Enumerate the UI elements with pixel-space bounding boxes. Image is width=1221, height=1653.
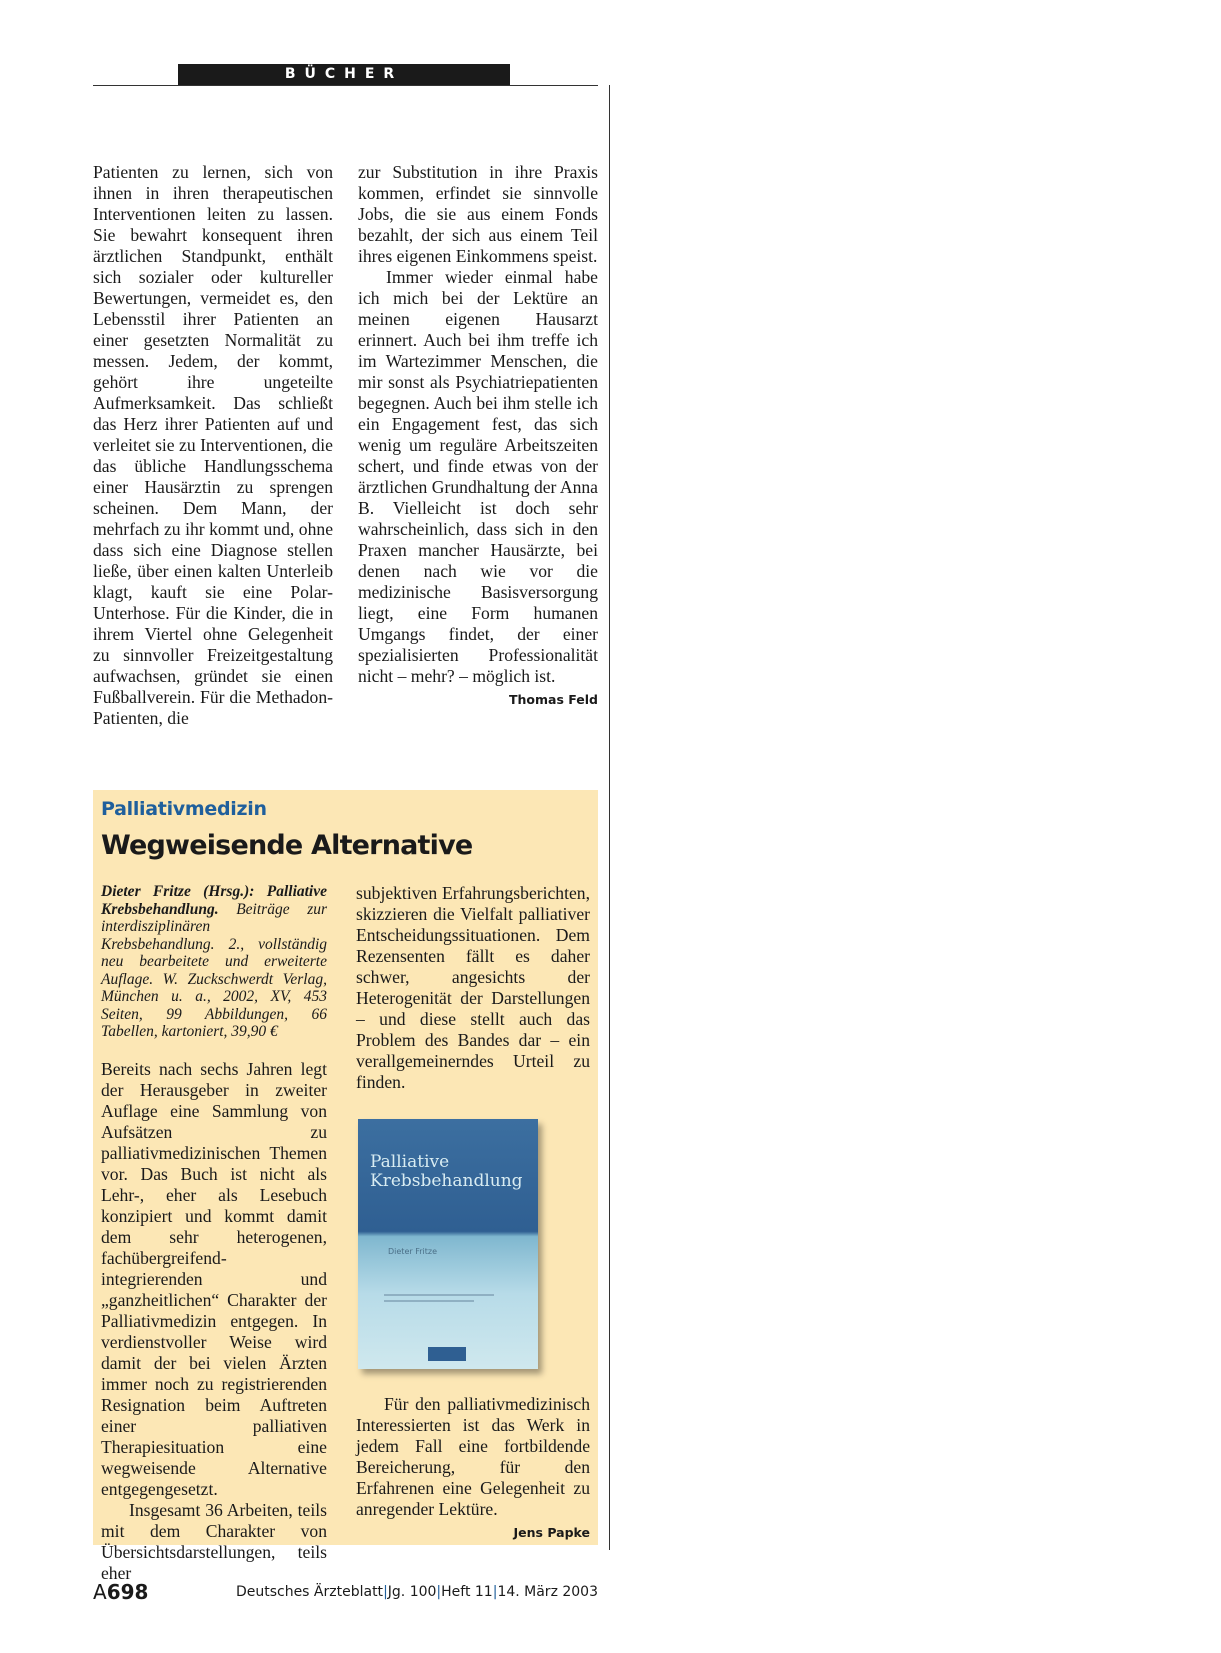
page-number: A698 [93,1580,149,1604]
review-headline: Wegweisende Alternative [101,830,473,861]
article-column-1 [93,162,333,729]
cover-title: Palliative Krebsbehandlung [370,1152,523,1191]
review-text: subjektiven Erfahrungsberichten, skizzieren die Vielfalt palliativer Entscheidungssituationen. Dem Rezensenten fällt es daher schwer, angesichts der Heterogenität der Darstellungen – und diese stellt auch das Problem des Bandes dar – ein verallgemeinerndes Urteil zu finden. [356,883,590,1092]
article-text: Immer wieder einmal habe ich mich bei der Lektüre an meinen eigenen Hausarzt erinnert. Auch bei ihm treffe ich im Wartezimmer Menschen, die mir sonst als Psychiatriepatienten begegnen. Auch bei ihm stelle ich ein Engagement fest, das sich wenig um reguläre Arbeitszeiten schert, und finde etwas von der ärztlichen Grundhaltung der Anna B. Vielleicht ist doch sehr wahrscheinlich, dass sich in den Praxen mancher Hausärzte, bei denen nach wie vor die medizinische Basisversorgung liegt, eine Form humanen Umgangs findet, der einer spezialisierten Professionalität nicht – mehr? – möglich ist. Thomas Feld [358,267,598,687]
article-text: Patienten zu lernen, sich von ihnen in ihren therapeutischen Interventionen leiten zu lassen. Sie bewahrt konsequent ihren ärztlichen Standpunkt, enthält sich sozialer oder kultureller Bewertungen, vermeidet es, den Lebensstil ihrer Patienten an einer gesetzten Normalität zu messen. Jedem, der kommt, gehört ihre ungeteilte Aufmerksamkeit. Das schließt das Herz ihrer Patienten auf und verleitet sie zu Interventionen, die das übliche Handlungsschema einer Hausärztin zu sprengen scheinen. Dem Mann, der mehrfach zu ihr kommt und, ohne dass sich eine Diagnose stellen ließe, über einen kalten Unterleib klagt, kauft sie eine Polar-Unterhose. Für die Kinder, die in ihrem Viertel ohne Gelegenheit zu sinnvoller Freizeitgestaltung aufwachsen, gründet sie einen Fußballverein. Für die Methadon-Patienten, die [93,162,333,728]
bibliography: Dieter Fritze (Hrsg.): Palliative Krebsbehandlung. Beiträge zur interdisziplinären Krebsbehandlung. 2., vollständig neu bearbeitete und erweiterte Auflage. W. Zuckschwerdt Verlag, München u. a., 2002, XV, 453 Seiten, 99 Abbildungen, 66 Tabellen, kartoniert, 39,90 € [101,883,328,1040]
article-column-2 [358,162,598,710]
journal-info: Deutsches Ärzteblatt|Jg. 100|Heft 11|14. März 2003 [235,1584,598,1600]
section-header: BÜCHER [178,64,510,85]
author-signature: Jens Papke [513,1525,590,1540]
column-rule [609,85,610,1550]
review-column-2 [356,883,590,1543]
cover-editor: Dieter Fritze [388,1247,437,1256]
review-kicker: Palliativmedizin [101,798,267,820]
review-box [93,790,598,1583]
book-cover-image [358,1119,538,1369]
publisher-logo [428,1347,466,1361]
review-text: Insgesamt 36 Arbeiten, teils mit dem Charakter von Übersichtsdarstellungen, teils eher [101,1499,327,1583]
review-text: Für den palliativmedizinisch Interessierten ist das Werk in jedem Fall eine fortbildende Bereicherung, für den Erfahrenen eine Gelegenheit zu anregender Lektüre. Jens Papke [356,1394,590,1520]
book-title: Dieter Fritze (Hrsg.): Palliative Krebsbehandlung. [101,883,327,918]
review-text: Bereits nach sechs Jahren legt der Herausgeber in zweiter Auflage eine Sammlung von Aufsätzen zu palliativmedizinischen Themen vor. Das Buch ist nicht als Lehr-, eher als Lesebuch konzipiert und kommt damit dem sehr heterogenen, fachübergreifend-integrierenden und „ganzheitlichen“ Charakter der Palliativmedizin entgegen. In verdienstvoller Weise wird damit der bei vielen Ärzten immer noch zu registrierenden Resignation beim Auftreten einer palliativen Therapiesituation eine wegweisende Alternative entgegengesetzt. [101,1058,327,1499]
article-text: zur Substitution in ihre Praxis kommen, erfindet sie sinnvolle Jobs, die sie aus einem Fonds bezahlt, der sich aus einem Teil ihres eigenen Einkommens speist. [358,162,598,266]
review-column-1 [101,883,327,1584]
top-rule [93,85,598,86]
author-signature: Thomas Feld [508,692,598,707]
page-footer [93,1580,598,1606]
